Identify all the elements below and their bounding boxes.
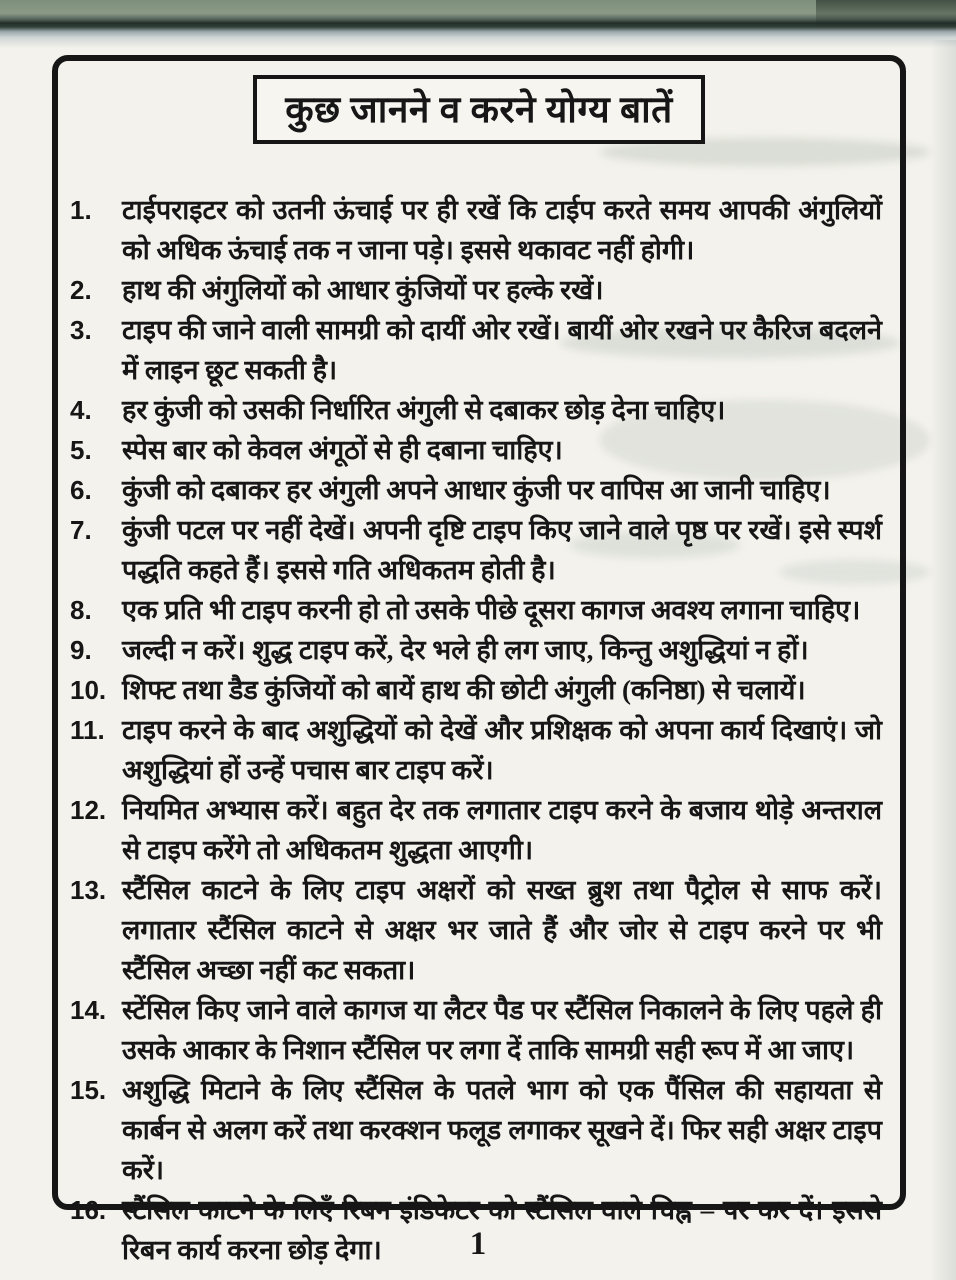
list-item [64, 510, 890, 590]
item-number: 3. [70, 315, 92, 345]
item-text: कुंजी पटल पर नहीं देखें। अपनी दृष्टि टाइप किए जाने वाले पृष्ठ पर रखें। इसे स्पर्श पद्धति कहते हैं। इससे गति अधिकतम होती है। [122, 515, 882, 585]
item-number: 11. [70, 715, 105, 745]
list-item [64, 870, 890, 990]
item-text: स्पेस बार को केवल अंगूठों से ही दबाना चाहिए। [122, 435, 563, 465]
list-item [64, 190, 890, 270]
item-number: 2. [70, 275, 92, 305]
item-text: कुंजी को दबाकर हर अंगुली अपने आधार कुंजी पर वापिस आ जानी चाहिए। [122, 475, 831, 505]
item-text: स्टैंसिल काटने के लिएँ रिबन इंडिकेटर को स्टैंसिल वाले चिह्न – पर कर दें। इससे रिबन कार्य करना छोड़ देगा। [122, 1195, 882, 1265]
item-number: 14. [70, 995, 107, 1025]
item-text: शिफ्ट तथा डैड कुंजियों को बायें हाथ की छोटी अंगुली (कनिष्ठा) से चलायें। [122, 675, 806, 705]
item-number: 12. [70, 795, 107, 825]
page-border-box [52, 55, 906, 1265]
item-number: 10. [70, 675, 107, 705]
list-item [64, 390, 890, 430]
list-item [64, 630, 890, 670]
item-number: 9. [70, 635, 92, 665]
list-item [64, 270, 890, 310]
list-item [64, 670, 890, 710]
item-number: 7. [70, 515, 92, 545]
item-number: 8. [70, 595, 92, 625]
item-text: टाईपराइटर को उतनी ऊंचाई पर ही रखें कि टाईप करते समय आपकी अंगुलियों को अधिक ऊंचाई तक न जाना पड़े। इससे थकावट नहीं होगी। [122, 195, 882, 265]
instruction-list [58, 190, 900, 1270]
item-text: जल्दी न करें। शुद्ध टाइप करें, देर भले ही लग जाए, किन्तु अशुद्धियां न हों। [122, 635, 809, 665]
scan-edge-right [930, 40, 956, 1280]
page-title-box [253, 75, 705, 144]
item-text: एक प्रति भी टाइप करनी हो तो उसके पीछे दूसरा कागज अवश्य लगाना चाहिए। [122, 595, 861, 625]
list-item [64, 590, 890, 630]
item-text: हर कुंजी को उसकी निर्धारित अंगुली से दबाकर छोड़ देना चाहिए। [122, 395, 726, 425]
page-title: कुछ जानने व करने योग्य बातें [285, 90, 673, 131]
item-number: 13. [70, 875, 107, 905]
list-item [64, 710, 890, 790]
item-text: नियमित अभ्यास करें। बहुत देर तक लगातार टाइप करने के बजाय थोड़े अन्तराल से टाइप करेंगे तो अधिकतम शुद्धता आएगी। [122, 795, 882, 865]
list-item [64, 790, 890, 870]
item-text: अशुद्धि मिटाने के लिए स्टैंसिल के पतले भाग को एक पैंसिल की सहायता से कार्बन से अलग करें तथा करक्शन फलूड लगाकर सूखने दें। फिर सही अक्षर टाइप करें। [122, 1075, 882, 1185]
list-item [64, 310, 890, 390]
item-text: स्टेंसिल किए जाने वाले कागज या लैटर पैड पर स्टैंसिल निकालने के लिए पहले ही उसके आकार के निशान स्टैंसिल पर लगा दें ताकि सामग्री सही रूप में आ जाए। [122, 995, 882, 1065]
item-number: 6. [70, 475, 92, 505]
item-number: 1. [70, 195, 92, 225]
item-number: 5. [70, 435, 92, 465]
item-number: 4. [70, 395, 92, 425]
list-item [64, 990, 890, 1070]
item-text: टाइप करने के बाद अशुद्धियों को देखें और प्रशिक्षक को अपना कार्य दिखाएं। जो अशुद्धियां हों उन्हें पचास बार टाइप करें। [122, 715, 882, 785]
list-item [64, 1070, 890, 1190]
item-text: हाथ की अंगुलियों को आधार कुंजियों पर हल्के रखें। [122, 275, 604, 305]
item-number: 16. [70, 1195, 107, 1225]
item-text: स्टैंसिल काटने के लिए टाइप अक्षरों को सख्त ब्रुश तथा पैट्रोल से साफ करें। लगातार स्टैंसिल काटने से अक्षर भर जाते हैं और जोर से टाइप करने पर भी स्टैंसिल अच्छा नहीं कट सकता। [122, 875, 882, 985]
page-number: 1 [469, 1226, 487, 1262]
item-text: टाइप की जाने वाली सामग्री को दायीं ओर रखें। बायीं ओर रखने पर कैरिज बदलने में लाइन छूट सकती है। [122, 315, 882, 385]
list-item [64, 430, 890, 470]
list-item [64, 470, 890, 510]
item-number: 15. [70, 1075, 107, 1105]
scan-edge-top [0, 0, 956, 48]
